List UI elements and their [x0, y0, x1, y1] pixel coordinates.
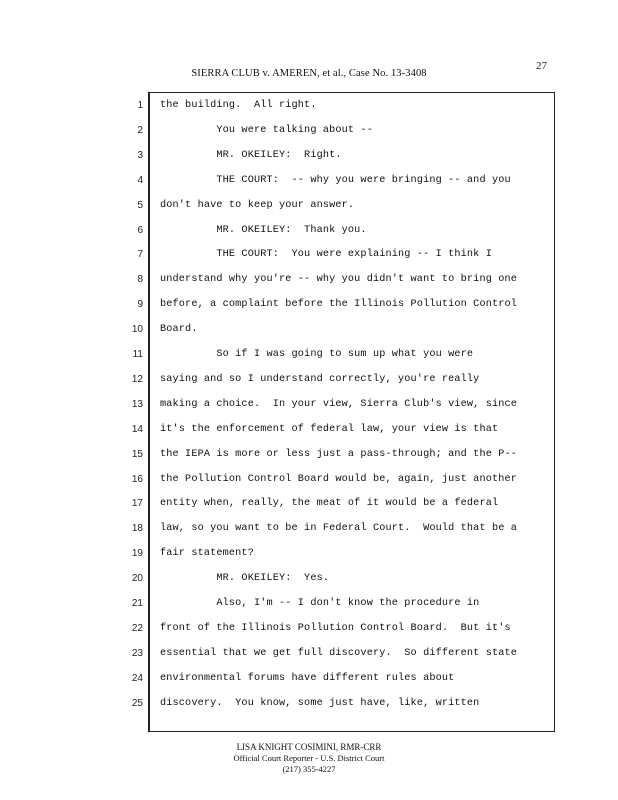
line-number: 2	[137, 124, 143, 136]
line-number: 19	[131, 548, 143, 560]
line-number: 23	[131, 647, 143, 659]
transcript-line: essential that we get full discovery. So different state	[160, 647, 518, 659]
transcript-line: law, so you want to be in Federal Court. Would that be a	[160, 523, 518, 535]
transcript-line: making a choice. In your view, Sierra Club's view, since	[160, 398, 518, 410]
transcript-line: front of the Illinois Pollution Control Board. But it's	[160, 622, 511, 634]
page-number: 27	[536, 60, 547, 72]
line-number: 17	[131, 498, 143, 510]
line-number-rule	[148, 92, 150, 732]
transcript-line: THE COURT: You were explaining -- I think I	[160, 249, 492, 261]
transcript-line: MR. OKEILEY: Yes.	[160, 573, 330, 585]
transcript-line: entity when, really, the meat of it would be a federal	[160, 498, 499, 510]
transcript-line: MR. OKEILEY: Thank you.	[160, 224, 367, 236]
line-number: 7	[137, 249, 143, 261]
line-number: 8	[137, 274, 143, 286]
transcript-frame	[148, 92, 555, 732]
transcript-line: it's the enforcement of federal law, your view is that	[160, 423, 499, 435]
line-number: 14	[131, 423, 143, 435]
line-number: 16	[131, 473, 143, 485]
transcript-line: before, a complaint before the Illinois Pollution Control	[160, 299, 518, 311]
line-number: 5	[137, 199, 143, 211]
footer-phone: (217) 355-4227	[282, 764, 336, 774]
transcript-line: THE COURT: -- why you were bringing -- and you	[160, 174, 511, 186]
line-number: 13	[131, 398, 143, 410]
footer-reporter-name: LISA KNIGHT COSIMINI, RMR-CRR	[236, 742, 382, 752]
transcript-line: fair statement?	[160, 548, 254, 560]
line-number: 15	[131, 448, 143, 460]
line-number: 25	[131, 697, 143, 709]
transcript-line: So if I was going to sum up what you were	[160, 349, 474, 360]
transcript-line: Also, I'm -- I don't know the procedure in	[160, 598, 480, 609]
case-caption-header: SIERRA CLUB v. AMEREN, et al., Case No. 13-3408	[191, 68, 427, 79]
transcript-line: don't have to keep your answer.	[160, 199, 355, 211]
transcript-line: discovery. You know, some just have, like, written	[160, 697, 480, 709]
transcript-line: saying and so I understand correctly, you're really	[160, 373, 480, 385]
line-number: 3	[137, 149, 143, 161]
line-number: 9	[137, 299, 143, 311]
transcript-line: the Pollution Control Board would be, again, just another	[160, 473, 518, 485]
transcript-line: Board.	[160, 324, 198, 336]
line-number: 10	[131, 324, 143, 336]
line-number: 11	[132, 349, 143, 360]
transcript-line: environmental forums have different rules about	[160, 672, 455, 684]
line-number: 20	[131, 573, 143, 585]
transcript-line: You were talking about --	[160, 124, 373, 136]
line-number: 4	[137, 174, 143, 186]
line-number: 24	[131, 672, 143, 684]
line-number: 1	[137, 100, 143, 111]
footer-reporter-role: Official Court Reporter - U.S. District Court	[233, 753, 385, 763]
transcript-line: the IEPA is more or less just a pass-through; and the P--	[160, 448, 518, 460]
line-number: 6	[137, 224, 143, 236]
line-number: 22	[131, 622, 143, 634]
line-number: 12	[131, 373, 143, 385]
line-number: 18	[131, 523, 143, 535]
transcript-line: understand why you're -- why you didn't want to bring one	[160, 274, 518, 286]
transcript-line: MR. OKEILEY: Right.	[160, 149, 342, 161]
line-number: 21	[131, 598, 143, 609]
transcript-line: the building. All right.	[160, 100, 317, 111]
